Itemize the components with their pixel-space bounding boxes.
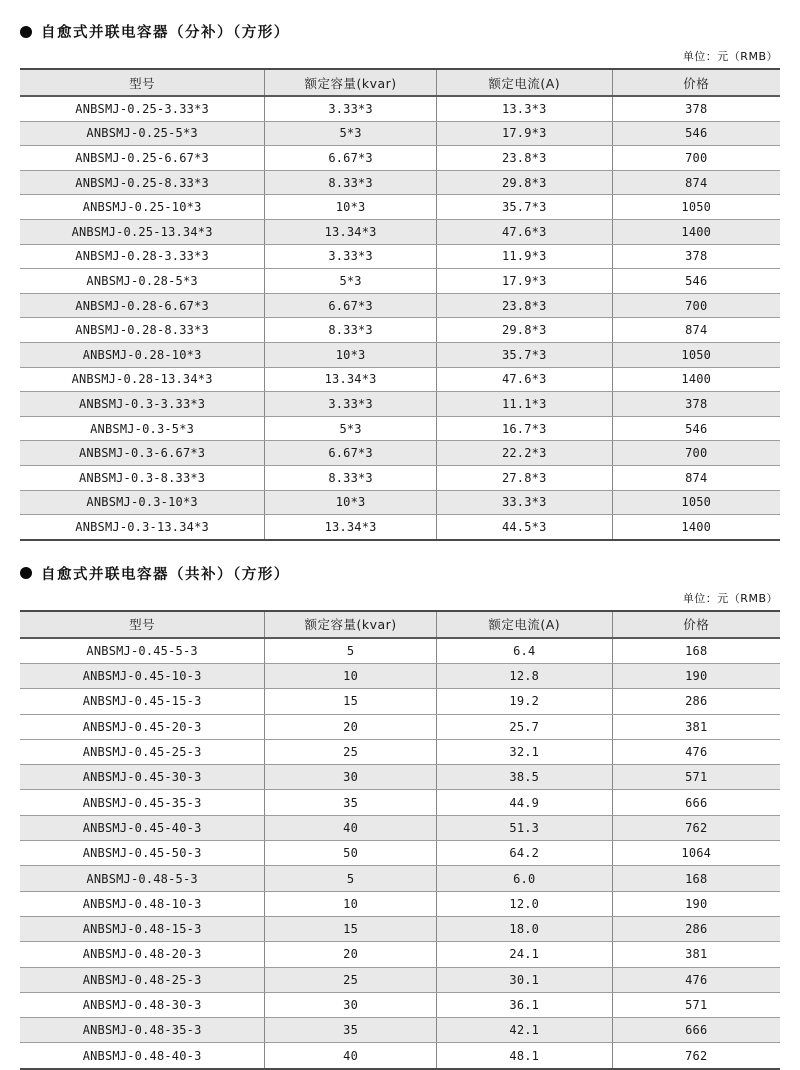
current-cell: 47.6*3 — [436, 219, 612, 244]
capacity-cell: 10*3 — [265, 490, 437, 515]
column-header-current: 额定电流(A) — [436, 611, 612, 638]
model-cell: ANBSMJ-0.45-20-3 — [20, 714, 265, 739]
current-cell: 36.1 — [436, 992, 612, 1017]
capacity-cell: 5*3 — [265, 269, 437, 294]
column-header-model: 型号 — [20, 611, 265, 638]
section-header — [20, 563, 780, 584]
model-cell: ANBSMJ-0.48-5-3 — [20, 866, 265, 891]
current-cell: 44.5*3 — [436, 515, 612, 540]
model-cell: ANBSMJ-0.28-10*3 — [20, 342, 265, 367]
current-cell: 32.1 — [436, 739, 612, 764]
capacity-cell: 40 — [265, 1043, 437, 1069]
table-row — [20, 866, 780, 891]
price-table-fenbu — [20, 68, 780, 541]
capacity-cell: 5*3 — [265, 416, 437, 441]
model-cell: ANBSMJ-0.45-25-3 — [20, 739, 265, 764]
price-table-gongbu — [20, 610, 780, 1070]
price-cell: 476 — [612, 967, 780, 992]
model-cell: ANBSMJ-0.25-10*3 — [20, 195, 265, 220]
price-cell: 1050 — [612, 342, 780, 367]
price-cell: 546 — [612, 121, 780, 146]
table-row — [20, 992, 780, 1017]
table-row — [20, 916, 780, 941]
capacity-cell: 25 — [265, 739, 437, 764]
model-cell: ANBSMJ-0.25-5*3 — [20, 121, 265, 146]
table-row — [20, 195, 780, 220]
price-cell: 874 — [612, 318, 780, 343]
capacity-cell: 35 — [265, 1018, 437, 1043]
price-cell: 1064 — [612, 841, 780, 866]
table-row — [20, 765, 780, 790]
table-row — [20, 942, 780, 967]
table-row — [20, 244, 780, 269]
model-cell: ANBSMJ-0.3-5*3 — [20, 416, 265, 441]
model-cell: ANBSMJ-0.3-13.34*3 — [20, 515, 265, 540]
model-cell: ANBSMJ-0.45-40-3 — [20, 815, 265, 840]
model-cell: ANBSMJ-0.28-3.33*3 — [20, 244, 265, 269]
section-title: 自愈式并联电容器（共补）（方形） — [41, 566, 290, 583]
header-row — [20, 69, 780, 96]
model-cell: ANBSMJ-0.25-13.34*3 — [20, 219, 265, 244]
price-cell: 546 — [612, 416, 780, 441]
price-cell: 762 — [685, 1048, 708, 1063]
price-cell: 378 — [612, 96, 780, 121]
model-cell: ANBSMJ-0.48-15-3 — [20, 916, 265, 941]
current-cell: 33.3*3 — [436, 490, 612, 515]
capacity-cell: 8.33*3 — [265, 318, 437, 343]
current-cell: 44.9 — [436, 790, 612, 815]
current-cell: 6.0 — [436, 866, 612, 891]
current-cell: 42.1 — [436, 1018, 612, 1043]
price-cell: 1050 — [612, 195, 780, 220]
current-cell: 64.2 — [436, 841, 612, 866]
capacity-cell: 3.33*3 — [265, 392, 437, 417]
price-cell: 381 — [612, 942, 780, 967]
table-row — [20, 146, 780, 171]
price-cell: 378 — [612, 244, 780, 269]
capacity-cell: 10 — [265, 663, 437, 688]
current-cell: 11.1*3 — [436, 392, 612, 417]
current-cell: 17.9*3 — [436, 269, 612, 294]
current-cell: 23.8*3 — [436, 146, 612, 171]
price-cell: 1400 — [681, 519, 712, 534]
column-header-model: 型号 — [20, 69, 265, 96]
current-cell: 25.7 — [436, 714, 612, 739]
table-row — [20, 293, 780, 318]
current-cell: 29.8*3 — [436, 318, 612, 343]
price-cell: 286 — [612, 916, 780, 941]
price-cell: 874 — [612, 170, 780, 195]
capacity-cell: 15 — [265, 689, 437, 714]
column-header-current: 额定电流(A) — [436, 69, 612, 96]
capacity-cell: 5 — [265, 866, 437, 891]
capacity-cell: 20 — [265, 714, 437, 739]
capacity-cell: 13.34*3 — [265, 367, 437, 392]
table-row — [20, 515, 780, 540]
current-cell: 18.0 — [436, 916, 612, 941]
table-row — [20, 416, 780, 441]
capacity-cell: 5 — [265, 638, 437, 664]
current-cell: 24.1 — [436, 942, 612, 967]
table-row — [20, 689, 780, 714]
price-cell: 381 — [612, 714, 780, 739]
model-cell: ANBSMJ-0.28-5*3 — [20, 269, 265, 294]
model-cell: ANBSMJ-0.28-6.67*3 — [20, 293, 265, 318]
table-row — [20, 1018, 780, 1043]
current-cell: 13.3*3 — [436, 96, 612, 121]
model-cell: ANBSMJ-0.28-8.33*3 — [20, 318, 265, 343]
table-row — [20, 714, 780, 739]
current-cell: 12.8 — [436, 663, 612, 688]
model-cell: ANBSMJ-0.48-35-3 — [20, 1018, 265, 1043]
section-capacitor-gongbu — [20, 563, 780, 1070]
model-cell: ANBSMJ-0.25-8.33*3 — [20, 170, 265, 195]
table-row — [20, 739, 780, 764]
model-cell: ANBSMJ-0.48-20-3 — [20, 942, 265, 967]
table-row — [20, 392, 780, 417]
capacity-cell: 40 — [265, 815, 437, 840]
capacity-cell: 25 — [265, 967, 437, 992]
model-cell: ANBSMJ-0.45-10-3 — [20, 663, 265, 688]
capacity-cell: 8.33*3 — [265, 170, 437, 195]
current-cell: 27.8*3 — [436, 465, 612, 490]
unit-label: 单位：元（RMB） — [682, 50, 778, 63]
model-cell: ANBSMJ-0.3-8.33*3 — [20, 465, 265, 490]
price-cell: 700 — [612, 293, 780, 318]
capacity-cell: 30 — [265, 992, 437, 1017]
table-row — [20, 441, 780, 466]
current-cell: 29.8*3 — [436, 170, 612, 195]
section-header — [20, 21, 780, 42]
table-row — [20, 269, 780, 294]
price-cell: 666 — [612, 790, 780, 815]
model-cell: ANBSMJ-0.48-25-3 — [20, 967, 265, 992]
table-row — [20, 891, 780, 916]
model-cell: ANBSMJ-0.28-13.34*3 — [20, 367, 265, 392]
capacity-cell: 3.33*3 — [265, 244, 437, 269]
price-cell: 874 — [612, 465, 780, 490]
current-cell: 6.4 — [436, 638, 612, 664]
table-row — [20, 663, 780, 688]
price-cell: 762 — [612, 815, 780, 840]
current-cell: 11.9*3 — [436, 244, 612, 269]
price-cell: 1400 — [612, 219, 780, 244]
model-cell: ANBSMJ-0.48-30-3 — [20, 992, 265, 1017]
capacity-cell: 15 — [265, 916, 437, 941]
model-cell: ANBSMJ-0.45-5-3 — [20, 638, 265, 664]
price-cell: 168 — [612, 866, 780, 891]
current-cell: 23.8*3 — [436, 293, 612, 318]
bullet-icon — [20, 26, 32, 38]
section-title: 自愈式并联电容器（分补）（方形） — [41, 25, 290, 41]
current-cell: 17.9*3 — [436, 121, 612, 146]
price-cell: 571 — [612, 765, 780, 790]
capacity-cell: 50 — [265, 841, 437, 866]
model-cell: ANBSMJ-0.45-50-3 — [20, 841, 265, 866]
current-cell: 22.2*3 — [436, 441, 612, 466]
price-cell: 666 — [612, 1018, 780, 1043]
model-cell: ANBSMJ-0.3-10*3 — [20, 490, 265, 515]
capacity-cell: 10*3 — [265, 342, 437, 367]
capacity-cell: 10 — [265, 891, 437, 916]
column-header-capacity: 额定容量(kvar) — [265, 69, 437, 96]
model-cell: ANBSMJ-0.45-35-3 — [20, 790, 265, 815]
model-cell: ANBSMJ-0.45-30-3 — [20, 765, 265, 790]
capacity-cell: 35 — [265, 790, 437, 815]
current-cell: 30.1 — [436, 967, 612, 992]
table-row — [20, 170, 780, 195]
price-cell: 168 — [612, 638, 780, 664]
current-cell: 16.7*3 — [436, 416, 612, 441]
price-cell: 546 — [612, 269, 780, 294]
price-cell: 1400 — [612, 367, 780, 392]
model-cell: ANBSMJ-0.3-3.33*3 — [20, 392, 265, 417]
price-cell: 286 — [612, 689, 780, 714]
unit-label: 单位：元（RMB） — [682, 591, 778, 605]
model-cell: ANBSMJ-0.48-40-3 — [20, 1043, 265, 1069]
current-cell: 35.7*3 — [436, 195, 612, 220]
table-row — [20, 318, 780, 343]
table-row — [20, 790, 780, 815]
section-capacitor-fenbu — [20, 21, 780, 541]
table-row — [20, 367, 780, 392]
current-cell: 19.2 — [436, 689, 612, 714]
current-cell: 47.6*3 — [436, 367, 612, 392]
column-header-capacity: 额定容量(kvar) — [265, 611, 437, 638]
model-cell: ANBSMJ-0.3-6.67*3 — [20, 441, 265, 466]
model-cell: ANBSMJ-0.45-15-3 — [20, 689, 265, 714]
column-header-price: 价格 — [612, 611, 780, 638]
header-row — [20, 611, 780, 638]
capacity-cell: 6.67*3 — [265, 146, 437, 171]
current-cell: 38.5 — [436, 765, 612, 790]
model-cell: ANBSMJ-0.25-6.67*3 — [20, 146, 265, 171]
column-header-price: 价格 — [612, 69, 780, 96]
capacity-cell: 8.33*3 — [265, 465, 437, 490]
table-row — [20, 841, 780, 866]
capacity-cell: 6.67*3 — [265, 293, 437, 318]
capacity-cell: 5*3 — [265, 121, 437, 146]
capacity-cell: 3.33*3 — [265, 96, 437, 121]
price-cell: 1050 — [612, 490, 780, 515]
current-cell: 35.7*3 — [436, 342, 612, 367]
capacity-cell: 6.67*3 — [265, 441, 437, 466]
price-cell: 700 — [612, 146, 780, 171]
price-cell: 476 — [612, 739, 780, 764]
capacity-cell: 13.34*3 — [265, 219, 437, 244]
model-cell: ANBSMJ-0.25-3.33*3 — [20, 96, 265, 121]
table-row — [20, 1043, 780, 1069]
table-row — [20, 219, 780, 244]
price-cell: 190 — [612, 891, 780, 916]
model-cell: ANBSMJ-0.48-10-3 — [20, 891, 265, 916]
table-row — [20, 342, 780, 367]
current-cell: 12.0 — [436, 891, 612, 916]
capacity-cell: 13.34*3 — [265, 515, 437, 540]
price-cell: 700 — [612, 441, 780, 466]
table-row — [20, 967, 780, 992]
capacity-cell: 10*3 — [265, 195, 437, 220]
bullet-icon — [20, 567, 32, 579]
price-cell: 190 — [612, 663, 780, 688]
table-row — [20, 96, 780, 121]
table-row — [20, 465, 780, 490]
current-cell: 51.3 — [436, 815, 612, 840]
table-row — [20, 815, 780, 840]
table-row — [20, 638, 780, 664]
table-row — [20, 490, 780, 515]
capacity-cell: 20 — [265, 942, 437, 967]
current-cell: 48.1 — [436, 1043, 612, 1069]
capacity-cell: 30 — [265, 765, 437, 790]
table-row — [20, 121, 780, 146]
price-cell: 571 — [612, 992, 780, 1017]
price-cell: 378 — [612, 392, 780, 417]
